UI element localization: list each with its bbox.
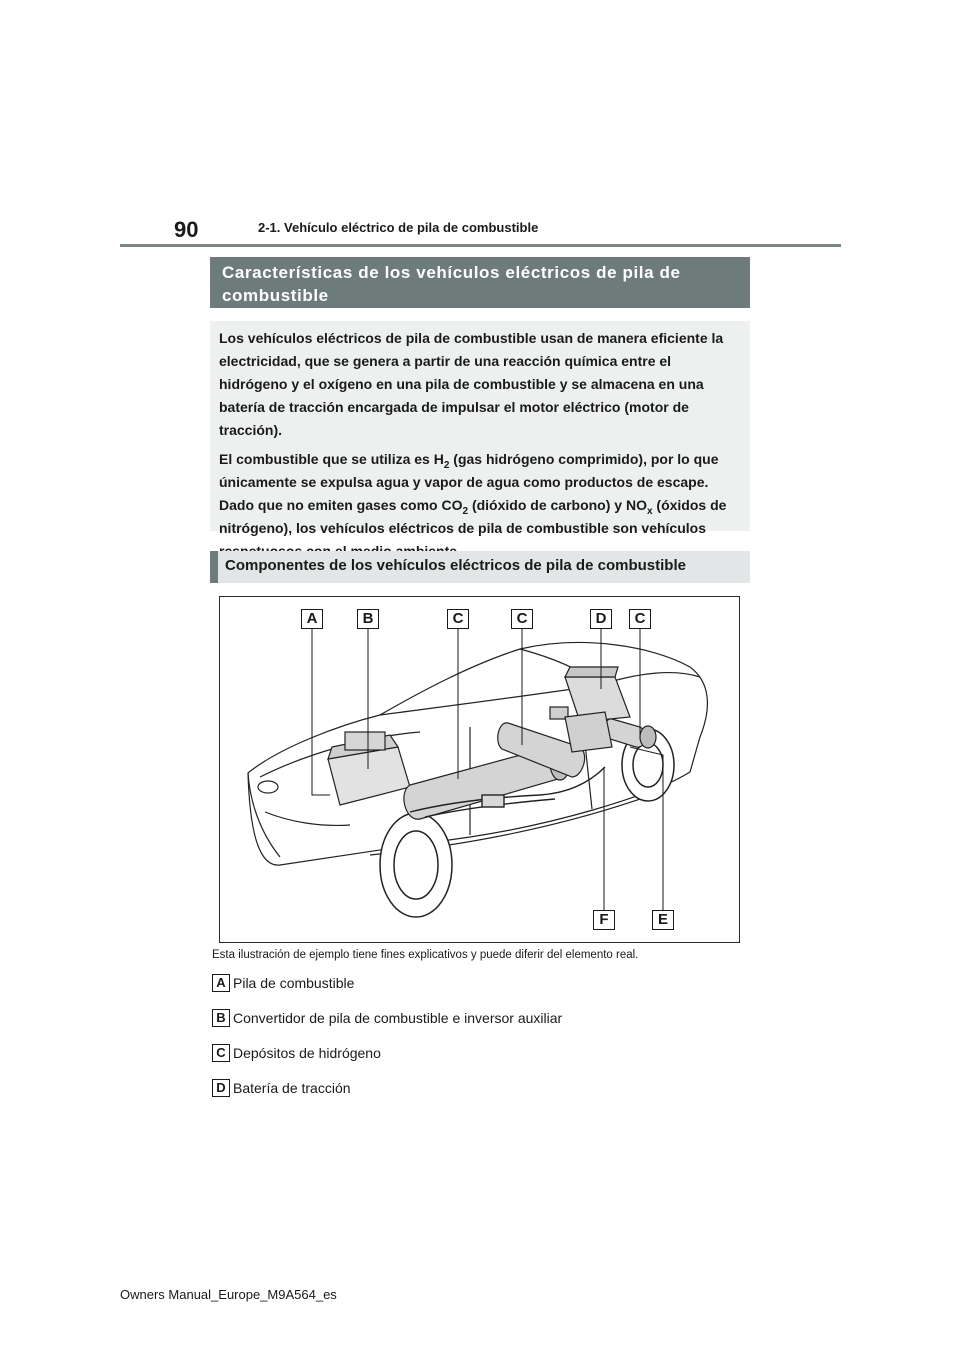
components-heading: Componentes de los vehículos eléctricos de pila de combustible xyxy=(210,551,750,583)
callout-hydrogen-tank-1: C xyxy=(447,609,469,629)
intro-box xyxy=(210,321,750,536)
legend-badge: C xyxy=(212,1044,230,1062)
figure-caption: Esta ilustración de ejemplo tiene fines explicativos y puede diferir del elemento real. xyxy=(212,949,639,961)
vehicle-components-illustration xyxy=(219,596,740,943)
callout-e: E xyxy=(652,910,674,930)
footer: Owners Manual_Europe_M9A564_es xyxy=(120,1287,337,1302)
intro-paragraph-2: El combustible que se utiliza es $H_2$ (gas hidrógeno comprimido), por lo que únicamente se expulsa agua y vapor de agua como productos de escape. Dado que no emiten gases como $CO_2$ (dióxido de carbono) y $NO_x$ (óxidos de nitrógeno), los vehículos eléctricos de pila de combustible son vehículos xyxy=(219,451,727,536)
legend-text: Depósitos de hidrógeno xyxy=(233,1045,381,1061)
section-title: Características de los vehículos eléctricos de pila de combustible xyxy=(210,257,750,308)
legend-text: Batería de tracción xyxy=(233,1080,351,1096)
intro-paragraph-1: Los vehículos eléctricos de pila de combustible usan de manera eficiente la electricidad, que se genera a partir de una reacción química entre el hidrógeno y el oxígeno en una pila de combustible y se almacena en una batería de tracción encargada de impulsar el motor eléctrico (motor de tracción). xyxy=(219,330,724,438)
legend-item-d xyxy=(212,1079,732,1114)
legend-item-b xyxy=(212,1009,732,1044)
car-drawing xyxy=(220,597,739,942)
legend-badge: B xyxy=(212,1009,230,1027)
callout-converter: B xyxy=(357,609,379,629)
legend-text: Pila de combustible xyxy=(233,975,355,991)
callout-traction-battery: D xyxy=(590,609,612,629)
callout-fuel-cell: A xyxy=(301,609,323,629)
legend-badge: A xyxy=(212,974,230,992)
callout-f: F xyxy=(593,910,615,930)
legend-item-a xyxy=(212,974,732,1009)
header-rule xyxy=(120,244,841,247)
legend-text: Convertidor de pila de combustible e inversor auxiliar xyxy=(233,1010,563,1026)
legend-badge: D xyxy=(212,1079,230,1097)
callout-hydrogen-tank-3: C xyxy=(629,609,651,629)
running-head: 2-1. Vehículo eléctrico de pila de combustible xyxy=(258,220,539,235)
component-legend xyxy=(212,974,732,1114)
legend-item-c xyxy=(212,1044,732,1079)
callout-hydrogen-tank-2: C xyxy=(511,609,533,629)
page-number: 90 xyxy=(174,217,199,242)
